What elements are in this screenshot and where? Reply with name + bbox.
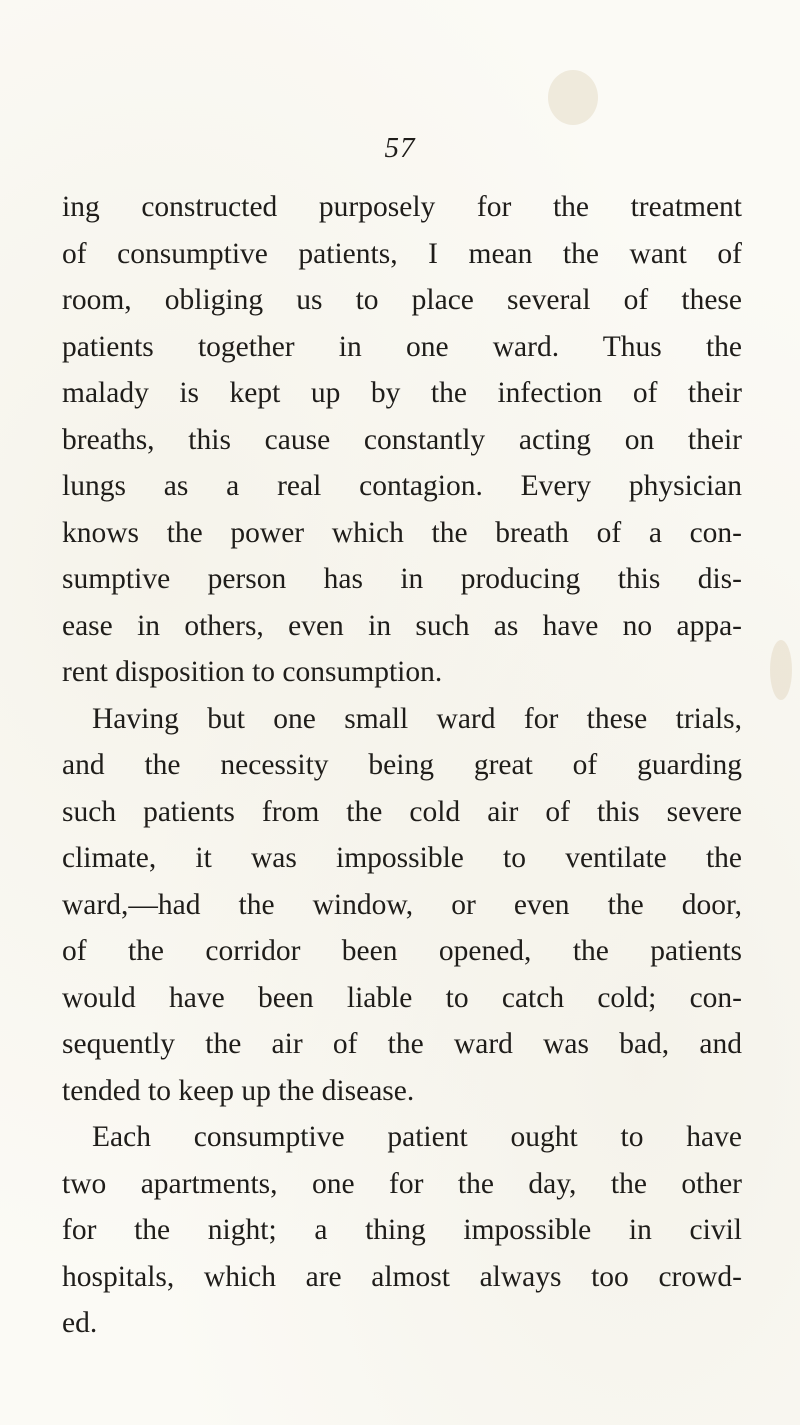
text-line: patients together in one ward. Thus the <box>62 330 742 363</box>
text-line: ease in others, even in such as have no appa- <box>62 609 742 642</box>
text-line: would have been liable to catch cold; con- <box>62 981 742 1014</box>
text-line: of the corridor been opened, the patients <box>62 935 742 967</box>
paper-stain <box>770 640 792 700</box>
text-line: sumptive person has in producing this dis- <box>62 563 742 595</box>
body-text <box>62 184 742 1347</box>
text-line: breaths, this cause constantly acting on their <box>62 423 742 456</box>
text-line: for the night; a thing impossible in civil <box>62 1214 742 1246</box>
text-line: lungs as a real contagion. Every physician <box>62 470 742 502</box>
text-line: such patients from the cold air of this severe <box>62 795 742 828</box>
text-line: rent disposition to consumption. <box>62 656 443 688</box>
text-line: room, obliging us to place several of these <box>62 284 742 316</box>
text-line: two apartments, one for the day, the other <box>62 1167 742 1200</box>
text-line: malady is kept up by the infection of their <box>62 377 742 409</box>
page-number: 57 <box>384 132 416 164</box>
text-line: tended to keep up the disease. <box>62 1074 415 1107</box>
text-line: sequently the air of the ward was bad, and <box>62 1028 742 1060</box>
text-line: hospitals, which are almost always too crowd- <box>62 1260 742 1293</box>
text-line: Each consumptive patient ought to have <box>92 1121 742 1153</box>
text-line: of consumptive patients, I mean the want of <box>62 237 742 270</box>
text-line: ing constructed purposely for the treatment <box>62 191 742 223</box>
text-line: ed. <box>62 1307 98 1339</box>
text-line: climate, it was impossible to ventilate the <box>62 842 742 874</box>
text-line: Having but one small ward for these trials, <box>92 702 742 735</box>
paper-stain <box>548 70 598 125</box>
text-line: knows the power which the breath of a con- <box>62 516 742 549</box>
text-line: and the necessity being great of guarding <box>62 749 742 781</box>
text-line: ward,—had the window, or even the door, <box>62 888 742 921</box>
